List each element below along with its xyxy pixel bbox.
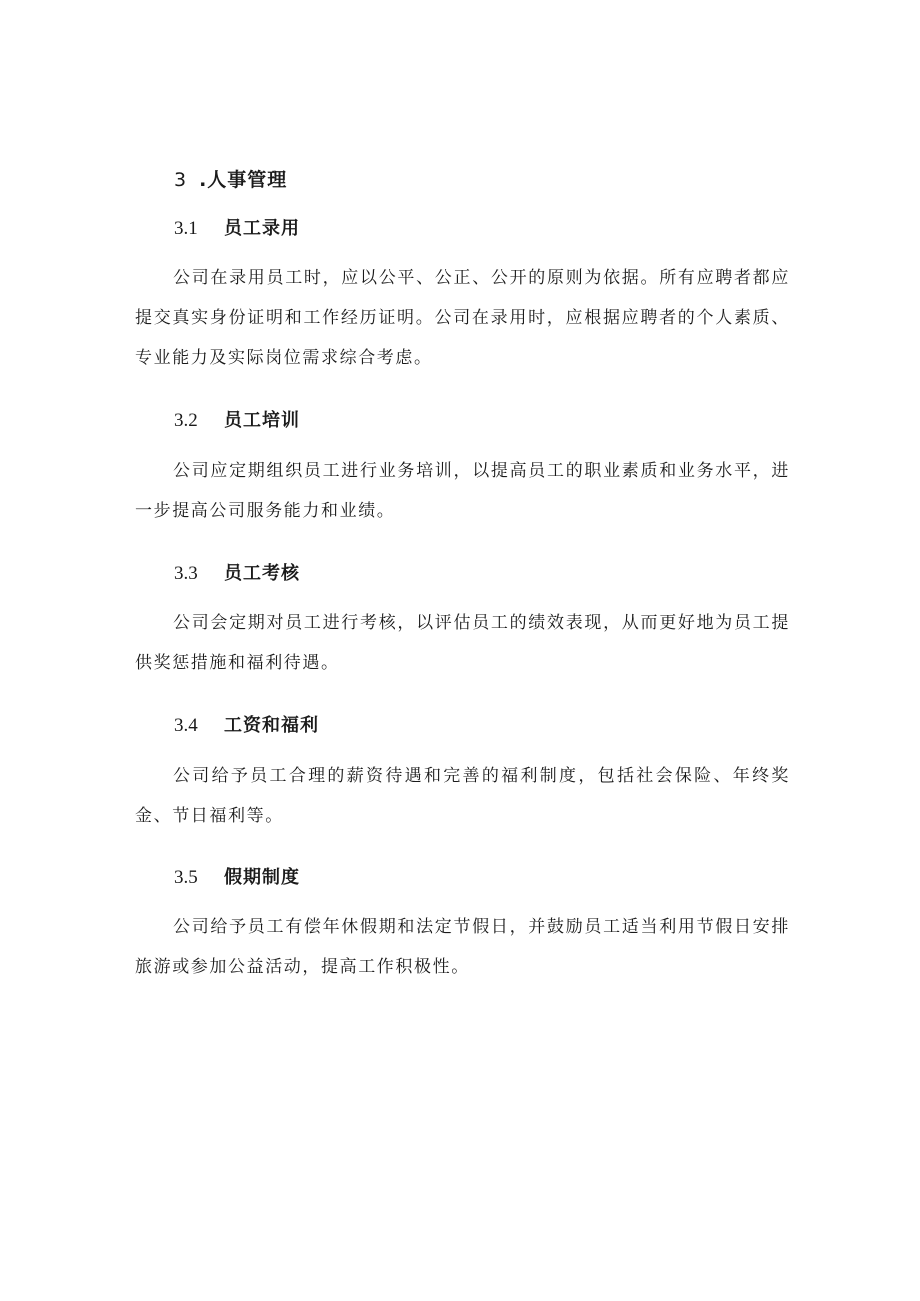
section-heading-training <box>174 406 300 432</box>
section-number: 3.4 <box>174 715 198 736</box>
section-paragraph-salary-benefits: 公司给予员工合理的薪资待遇和完善的福利制度，包括社会保险、年终奖金、节日福利等。 <box>135 766 790 826</box>
section-heading-assessment <box>174 559 300 585</box>
section-number: 3.1 <box>174 218 198 239</box>
chapter-heading <box>174 165 287 192</box>
section-heading-hiring <box>174 214 300 240</box>
section-paragraph-assessment: 公司会定期对员工进行考核，以评估员工的绩效表现，从而更好地为员工提供奖惩措施和福利待遇。 <box>135 613 790 673</box>
section-title: 员工录用 <box>224 218 300 239</box>
chapter-title: .人事管理 <box>199 169 288 191</box>
section-paragraph-leave-policy: 公司给予员工有偿年休假期和法定节假日，并鼓励员工适当利用节假日安排旅游或参加公益活动，提高工作积极性。 <box>135 917 790 977</box>
section-number: 3.5 <box>174 867 198 888</box>
section-title: 员工培训 <box>224 410 300 431</box>
section-number: 3.2 <box>174 410 198 431</box>
section-title: 假期制度 <box>224 867 300 888</box>
section-heading-salary-benefits <box>174 711 319 737</box>
section-heading-leave-policy <box>174 863 300 889</box>
section-title: 工资和福利 <box>224 715 319 736</box>
section-title: 员工考核 <box>224 563 300 584</box>
chapter-number: 3 <box>174 169 188 191</box>
section-number: 3.3 <box>174 563 198 584</box>
section-paragraph-training: 公司应定期组织员工进行业务培训，以提高员工的职业素质和业务水平，进一步提高公司服务能力和业绩。 <box>135 461 790 521</box>
section-paragraph-hiring: 公司在录用员工时，应以公平、公正、公开的原则为依据。所有应聘者都应提交真实身份证明和工作经历证明。公司在录用时，应根据应聘者的个人素质、专业能力及实际岗位需求综合考虑。 <box>135 268 790 368</box>
